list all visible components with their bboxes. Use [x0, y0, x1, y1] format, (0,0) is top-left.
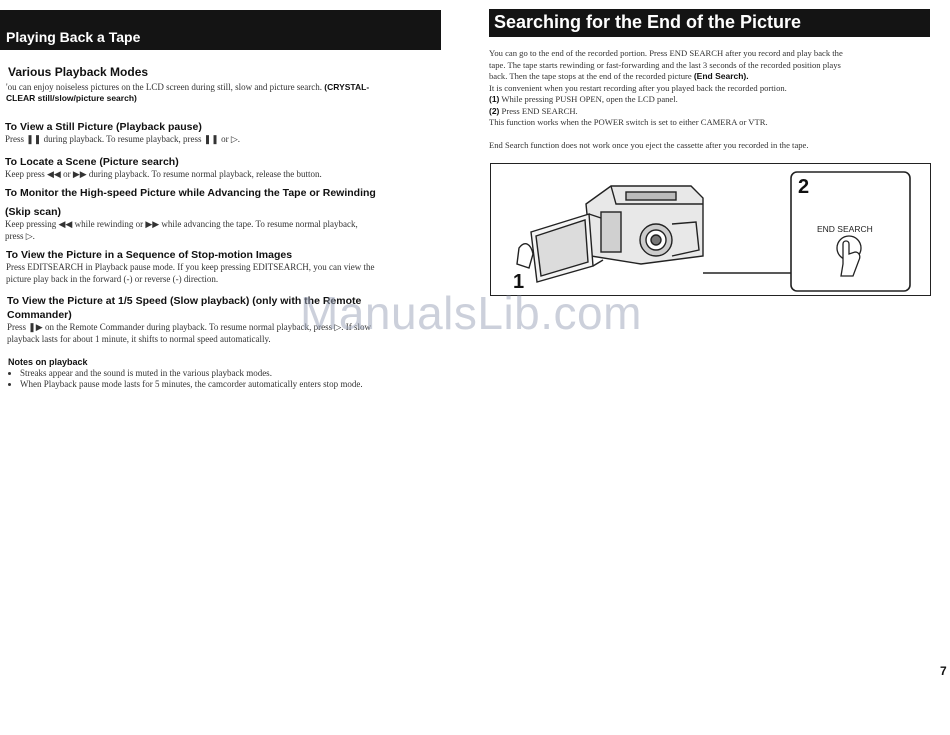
notes-title: Notes on playback [8, 357, 88, 367]
para1-bold: (End Search). [693, 71, 749, 81]
list-item: • Streaks appear and the sound is muted in the various playback modes. [20, 368, 450, 379]
step-1-text: While pressing PUSH OPEN, open the LCD panel. [501, 94, 678, 104]
step-label-2: 2 [798, 176, 810, 198]
locate-title: To Locate a Scene (Picture search) [5, 156, 179, 168]
intro-text: 'ou can enjoy noiseless pictures on the LCD screen during still, slow and picture search. [6, 82, 323, 92]
notes-list [8, 368, 450, 390]
still-body: Press ❚❚ during playback. To resume playback, press ❚❚ or ▷. [5, 134, 240, 144]
end-search-button-label: END SEARCH [817, 224, 873, 234]
monitor-body-1: Keep pressing ◀◀ while rewinding or ▶▶ while advancing the tape. To resume normal playback, [5, 219, 358, 229]
locate-body: Keep press ◀◀ or ▶▶ during playback. To resume normal playback, release the button. [5, 169, 322, 179]
step-2-text: Press END SEARCH. [501, 105, 578, 116]
para3: This function works when the POWER switch is set to either CAMERA or VTR. [489, 117, 768, 127]
end-search-figure [490, 163, 931, 296]
slow-title-2: Commander) [7, 309, 72, 321]
step-1-number: (1) [489, 94, 500, 104]
intro-bold-2: CLEAR still/slow/picture search) [6, 93, 137, 103]
para1-text-c: back. Then the tape stops at the end of the recorded picture [489, 71, 692, 81]
slow-body-2: playback lasts for about 1 minute, it shifts to normal speed automatically. [7, 334, 271, 344]
page-number: 7 [940, 664, 947, 678]
monitor-title-1: To Monitor the High-speed Picture while Advancing the Tape or Rewinding [5, 187, 376, 199]
slow-body-1: Press ❚▶ on the Remote Commander during playback. To resume normal playback, press ▷. If slow [7, 322, 372, 332]
para1-line-c [489, 71, 934, 83]
step-2-number: (2) [489, 105, 500, 116]
left-section-banner: Playing Back a Tape [0, 10, 441, 50]
step-label-1: 1 [513, 271, 525, 293]
watermark: ManualsLib.com [300, 287, 642, 339]
monitor-body-2: press ▷. [5, 231, 35, 241]
monitor-title-2: (Skip scan) [5, 206, 62, 218]
stopmotion-title: To View the Picture in a Sequence of Stop-motion Images [6, 249, 293, 261]
slow-title-1: To View the Picture at 1/5 Speed (Slow playback) (only with the Remote [7, 295, 362, 307]
intro-bold-1: (CRYSTAL- [324, 82, 370, 92]
para2: It is convenient when you restart recording after you played back the recorded portion. [489, 82, 787, 93]
right-section-banner: Searching for the End of the Picture [489, 9, 930, 37]
step-1 [489, 94, 934, 106]
para1-line-a: You can go to the end of the recorded portion. Press END SEARCH after you record and play back the [489, 48, 843, 58]
section-title: Various Playback Modes [8, 65, 149, 79]
stopmotion-body-1: Press EDITSEARCH in Playback pause mode. If you keep pressing EDITSEARCH, you can view the [6, 262, 375, 272]
para1-line-b: tape. The tape starts rewinding or fast-forwarding and the last 3 seconds of the recorded position plays [489, 59, 841, 70]
step-2 [489, 106, 934, 118]
list-item: • When Playback pause mode lasts for 5 minutes, the camcorder automatically enters stop mode. [20, 379, 450, 390]
end-search-description [489, 48, 934, 151]
intro-paragraph [6, 82, 436, 104]
stopmotion-body-2: picture play back in the forward (-) or reverse (-) direction. [6, 274, 219, 284]
para4: End Search function does not work once you eject the cassette after you recorded in the tape. [489, 139, 809, 150]
still-title: To View a Still Picture (Playback pause) [5, 121, 202, 133]
